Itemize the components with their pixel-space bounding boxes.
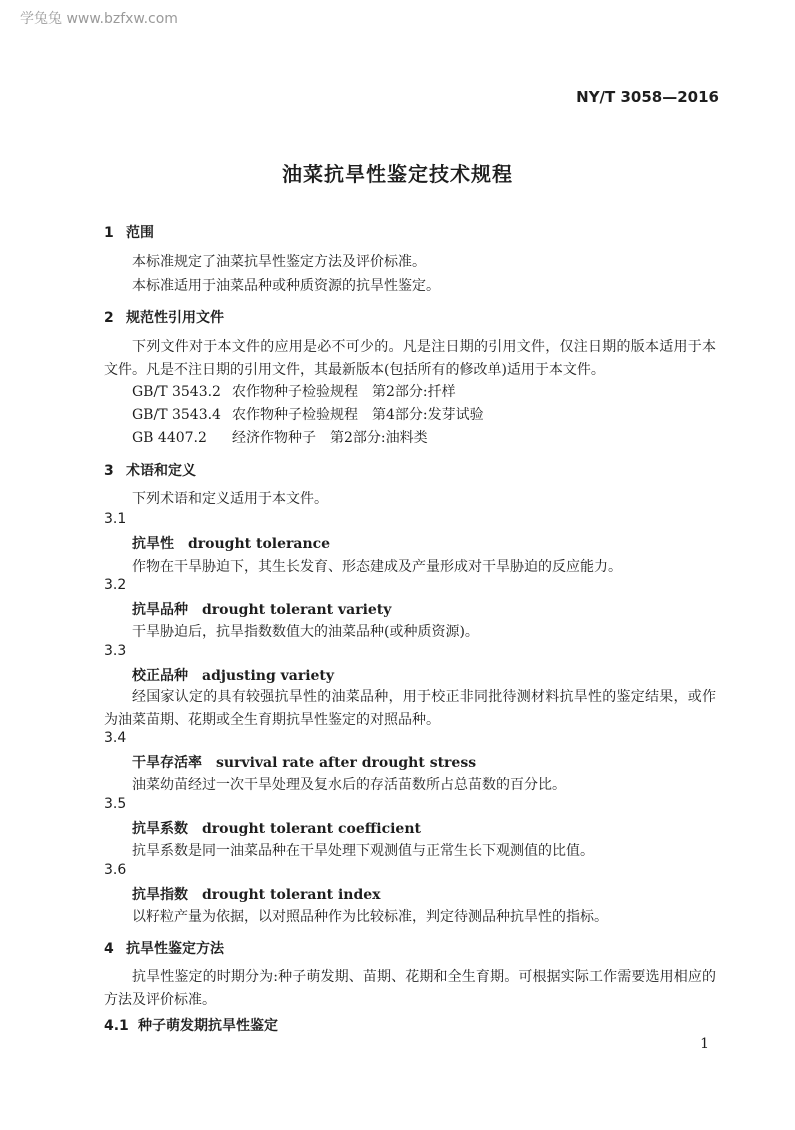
paragraph: 本标准规定了油菜抗旱性鉴定方法及评价标准。 [132, 254, 426, 270]
term-zh: 抗旱指数 [132, 887, 188, 903]
term-heading [132, 884, 381, 904]
reference-code: GB 4407.2 [132, 430, 207, 446]
term-number: 3.3 [104, 643, 127, 659]
section-2-heading [104, 307, 224, 327]
reference-code: GB/T 3543.2 [132, 384, 221, 400]
term-number: 3.4 [104, 730, 127, 746]
term-zh: 抗旱品种 [132, 602, 188, 618]
term-definition: 作物在干旱胁迫下，其生长发育、形态建成及产量形成对干旱胁迫的反应能力。 [132, 559, 622, 575]
term-en: drought tolerant coefficient [202, 821, 421, 837]
reference-item [132, 404, 484, 424]
term-zh: 干旱存活率 [132, 755, 202, 771]
section-number: 3 [104, 463, 114, 479]
section-title: 范围 [126, 225, 154, 241]
term-heading [132, 599, 391, 619]
term-zh: 抗旱性 [132, 536, 174, 552]
term-en: drought tolerant index [202, 887, 381, 903]
paragraph: 抗旱性鉴定的时期分为:种子萌发期、苗期、花期和全生育期。可根据实际工作需要选用相应的方法及评价标准。 [104, 969, 716, 1008]
watermark: 学兔兔 www.bzfxw.com [20, 11, 178, 27]
term-definition: 抗旱系数是同一油菜品种在干旱处理下观测值与正常生长下观测值的比值。 [132, 843, 594, 859]
section-number: 1 [104, 225, 114, 241]
reference-item [132, 381, 456, 401]
term-en: adjusting variety [202, 668, 335, 684]
term-zh: 校正品种 [132, 668, 188, 684]
term-number: 3.2 [104, 577, 127, 593]
term-number: 3.5 [104, 796, 127, 812]
subsection-4-1-heading [104, 1015, 278, 1035]
reference-code: GB/T 3543.4 [132, 407, 221, 423]
term-number: 3.1 [104, 511, 127, 527]
term-heading [132, 533, 330, 553]
section-number: 2 [104, 310, 114, 326]
page-title: 油菜抗旱性鉴定技术规程 [282, 162, 513, 186]
term-definition: 经国家认定的具有较强抗旱性的油菜品种，用于校正非同批待测材料抗旱性的鉴定结果，或作为油菜苗期、花期或全生育期抗旱性鉴定的对照品种。 [104, 689, 716, 728]
reference-item [132, 427, 428, 447]
section-number: 4 [104, 941, 114, 957]
term-zh: 抗旱系数 [132, 821, 188, 837]
reference-title: 农作物种子检验规程 第4部分:发芽试验 [232, 407, 484, 423]
paragraph: 下列术语和定义适用于本文件。 [132, 491, 328, 507]
term-heading [132, 752, 476, 772]
document-number: NY/T 3058—2016 [576, 88, 719, 106]
term-definition: 干旱胁迫后，抗旱指数数值大的油菜品种(或种质资源)。 [132, 624, 479, 640]
subsection-number: 4.1 [104, 1018, 129, 1034]
term-en: drought tolerance [188, 536, 331, 552]
section-title: 术语和定义 [126, 463, 196, 479]
section-4-heading [104, 938, 224, 958]
reference-title: 经济作物种子 第2部分:油料类 [232, 430, 428, 446]
term-definition: 以籽粒产量为依据，以对照品种作为比较标准，判定待测品种抗旱性的指标。 [132, 909, 608, 925]
term-number: 3.6 [104, 862, 127, 878]
term-heading [132, 665, 334, 685]
reference-title: 农作物种子检验规程 第2部分:扦样 [232, 384, 456, 400]
paragraph: 下列文件对于本文件的应用是必不可少的。凡是注日期的引用文件，仅注日期的版本适用于本文件。凡是不注日期的引用文件，其最新版本(包括所有的修改单)适用于本文件。 [104, 339, 716, 378]
subsection-title: 种子萌发期抗旱性鉴定 [138, 1018, 278, 1034]
section-title: 抗旱性鉴定方法 [126, 941, 224, 957]
paragraph: 本标准适用于油菜品种或种质资源的抗旱性鉴定。 [132, 278, 440, 294]
term-definition: 油菜幼苗经过一次干旱处理及复水后的存活苗数所占总苗数的百分比。 [132, 777, 566, 793]
page-number: 1 [700, 1036, 709, 1052]
term-en: survival rate after drought stress [216, 755, 477, 771]
section-title: 规范性引用文件 [126, 310, 224, 326]
section-3-heading [104, 460, 196, 480]
section-1-heading [104, 222, 154, 242]
term-en: drought tolerant variety [202, 602, 392, 618]
term-heading [132, 818, 421, 838]
